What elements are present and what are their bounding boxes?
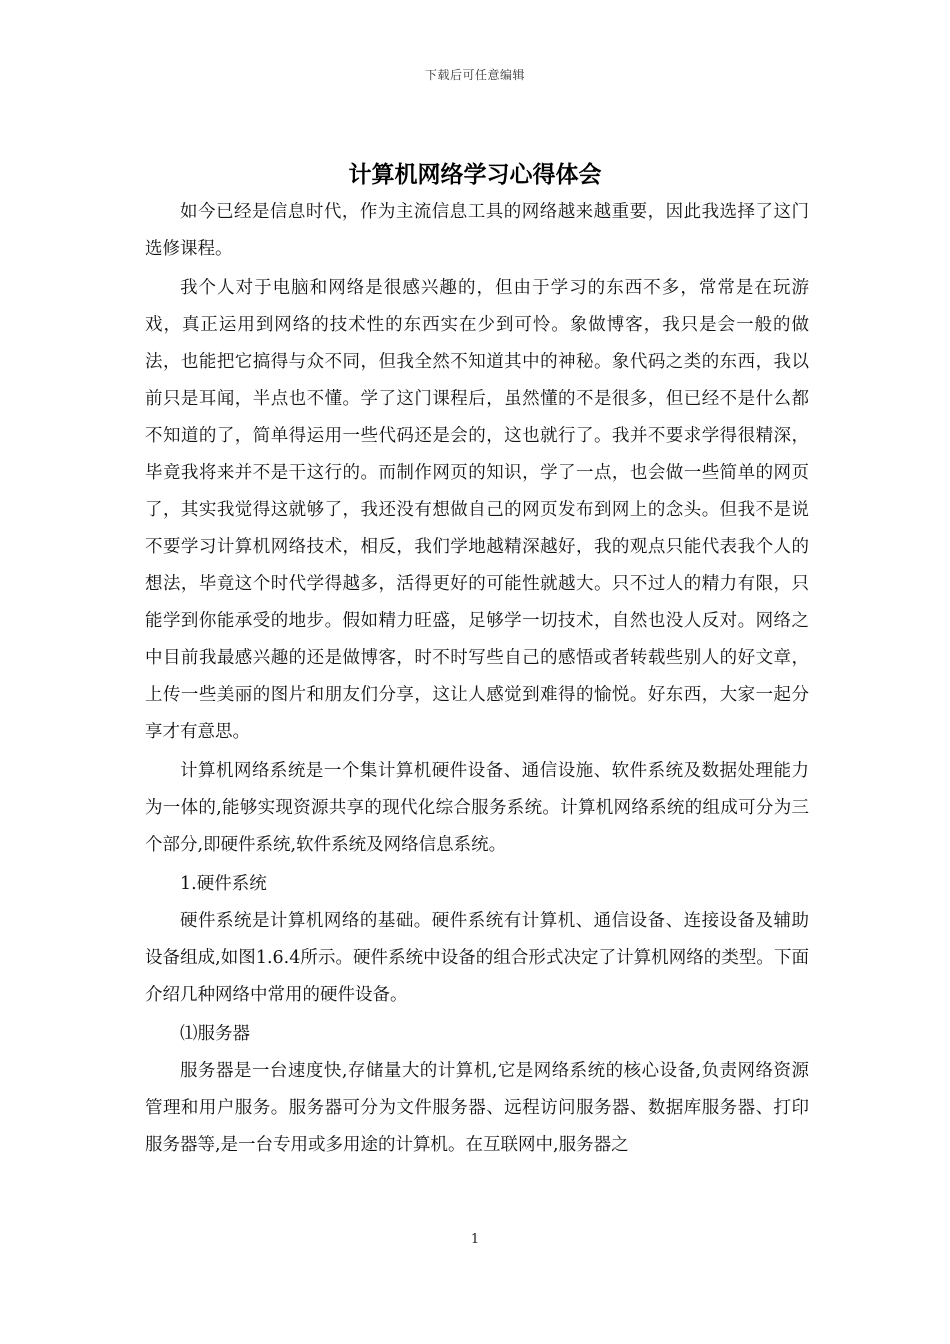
document-title: 计算机网络学习心得体会	[348, 161, 602, 188]
page-number: 1	[470, 1232, 480, 1247]
paragraph-hardware: 硬件系统是计算机网络的基础。硬件系统有计算机、通信设备、连接设备及辅助设备组成,如图1.6.4所示。硬件系统中设备的组合形式决定了计算机网络的类型。下面介绍几种网络中常用的硬件设备。	[145, 911, 809, 1005]
paragraph-network-system: 计算机网络系统是一个集计算机硬件设备、通信设施、软件系统及数据处理能力为一体的,能够实现资源共享的现代化综合服务系统。计算机网络系统的组成可分为三个部分,即硬件系统,软件系统及网络信息系统。	[145, 761, 809, 855]
paragraph-intro: 如今已经是信息时代，作为主流信息工具的网络越来越重要，因此我选择了这门选修课程。	[145, 202, 809, 259]
document-body	[145, 194, 809, 1166]
header-note: 下载后可任意编辑	[424, 68, 525, 82]
paragraph-server: 服务器是一台速度快,存储量大的计算机,它是网络系统的核心设备,负责网络资源管理和用户服务。服务器可分为文件服务器、远程访问服务器、数据库服务器、打印服务器等,是一台专用或多用途的计算机。在互联网中,服务器之	[145, 1061, 809, 1155]
section-heading-hardware: 1.硬件系统	[180, 874, 267, 894]
paragraph-personal-interest: 我个人对于电脑和网络是很感兴趣的，但由于学习的东西不多，常常是在玩游戏，真正运用到网络的技术性的东西实在少到可怜。象做博客，我只是会一般的做法，也能把它搞得与众不同，但我全然不知道其中的神秘。象代码之类的东西，我以前只是耳闻，半点也不懂。学了这门课程后，虽然懂的不是很多，但已经不是什么都不知道的了，简单得运用一些代码还是会的，这也就行了。我并不要求学得很精深，毕竟我将来并不是干这行的。而制作网页的知识，学了一点，也会做一些简单的网页了，其实我觉得这就够了，我还没有想做自己的网页发布到网上的念头。但我不是说不要学习计算机网络技术，相反，我们学地越精深越好，我的观点只能代表我个人的想法，毕竟这个时代学得越多，活得更好的可能性就越大。只不过人的精力有限，只能学到你能承受的地步。假如精力旺盛，足够学一切技术，自然也没人反对。网络之中目前我最感兴趣的还是做博客，时不时写些自己的感悟或者转载些别人的好文章，上传一些美丽的图片和朋友们分享，这让人感觉到难得的愉悦。好东西，大家一起分享才有意思。	[145, 278, 809, 742]
subsection-heading-server: ⑴服务器	[180, 1024, 250, 1044]
